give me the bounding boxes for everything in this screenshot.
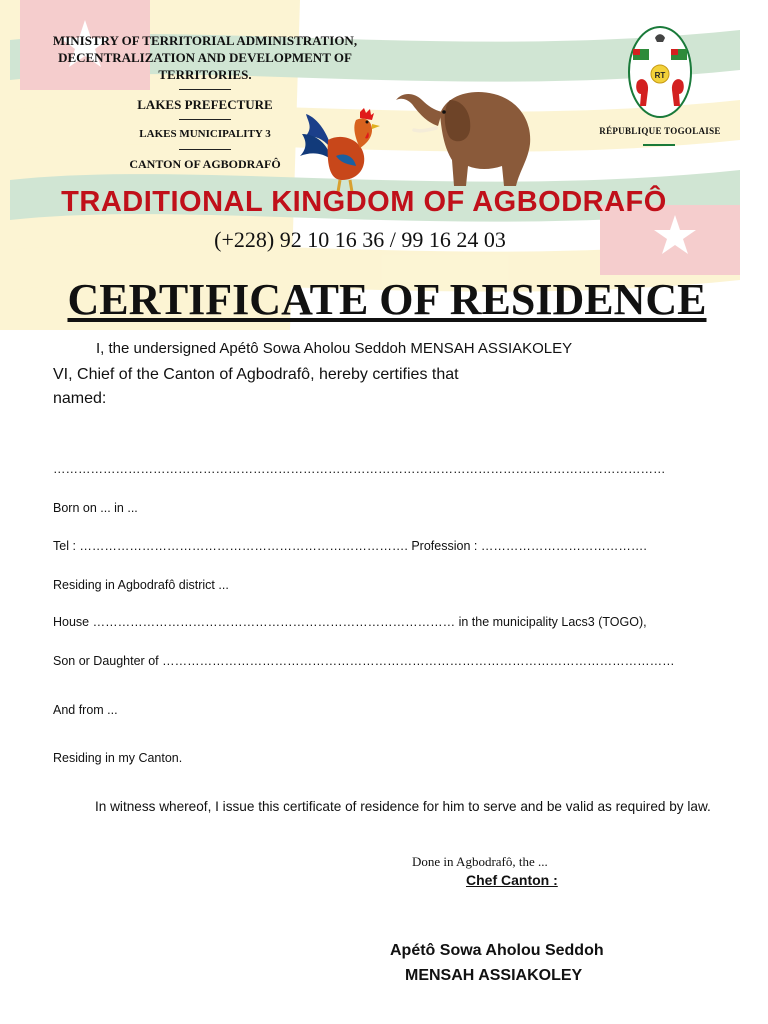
divider bbox=[179, 89, 231, 90]
divider bbox=[179, 119, 231, 120]
chef-canton-label: Chef Canton : bbox=[466, 872, 558, 888]
rooster-icon bbox=[298, 104, 390, 196]
phone-numbers: (+228) 92 10 16 36 / 99 16 24 03 bbox=[214, 227, 506, 252]
done-place-date: Done in Agbodrafô, the ... bbox=[412, 854, 548, 869]
intro-line-2: VI, Chief of the Canton of Agbodrafô, hereby certifies that bbox=[53, 366, 459, 383]
district-line: Residing in Agbodrafô district ... bbox=[53, 578, 229, 592]
signatory-name-1: Apétô Sowa Aholou Seddoh bbox=[390, 942, 604, 959]
municipality: LAKES MUNICIPALITY 3 bbox=[139, 128, 271, 140]
page-title: CERTIFICATE OF RESIDENCE bbox=[67, 275, 707, 324]
residing-canton-line: Residing in my Canton. bbox=[53, 751, 183, 765]
name-blank: ………………………………………………………………………………………………………………………………… bbox=[53, 462, 666, 476]
origin-line: And from ... bbox=[53, 703, 118, 717]
divider bbox=[643, 144, 675, 146]
intro-line-3: named: bbox=[53, 390, 107, 407]
ministry-line-1: MINISTRY OF TERRITORIAL ADMINISTRATION, bbox=[52, 33, 358, 48]
tel-profession-line: Tel : ……………………………………………………………………. Profession : …………………………………. bbox=[53, 539, 647, 553]
kingdom-title: TRADITIONAL KINGDOM OF AGBODRAFÔ bbox=[61, 186, 667, 218]
ministry-line-3: TERRITORIES. bbox=[158, 67, 252, 82]
ministry-line-2: DECENTRALIZATION AND DEVELOPMENT OF bbox=[58, 50, 352, 65]
born-line: Born on ... in ... bbox=[53, 501, 138, 515]
intro-line-1: I, the undersigned Apétô Sowa Aholou Seddoh MENSAH ASSIAKOLEY bbox=[96, 340, 573, 357]
canton: CANTON OF AGBODRAFÔ bbox=[129, 157, 281, 171]
house-line: House …………………………………………………………………………… in the municipality Lacs3 (TOGO), bbox=[53, 615, 647, 629]
coat-monogram: RT bbox=[654, 71, 666, 80]
divider bbox=[179, 149, 231, 150]
parents-line: Son or Daughter of …………………………………………………………………………………………………………… bbox=[53, 654, 675, 668]
republic-label: RÉPUBLIQUE TOGOLAISE bbox=[599, 126, 721, 136]
togo-coat-of-arms-icon bbox=[615, 24, 705, 120]
signatory-name-2: MENSAH ASSIAKOLEY bbox=[405, 967, 583, 984]
witness-statement: In witness whereof, I issue this certificate of residence for him to serve and be valid as required by law. bbox=[95, 799, 711, 814]
elephant-icon bbox=[390, 78, 540, 190]
prefecture: LAKES PREFECTURE bbox=[137, 97, 273, 112]
